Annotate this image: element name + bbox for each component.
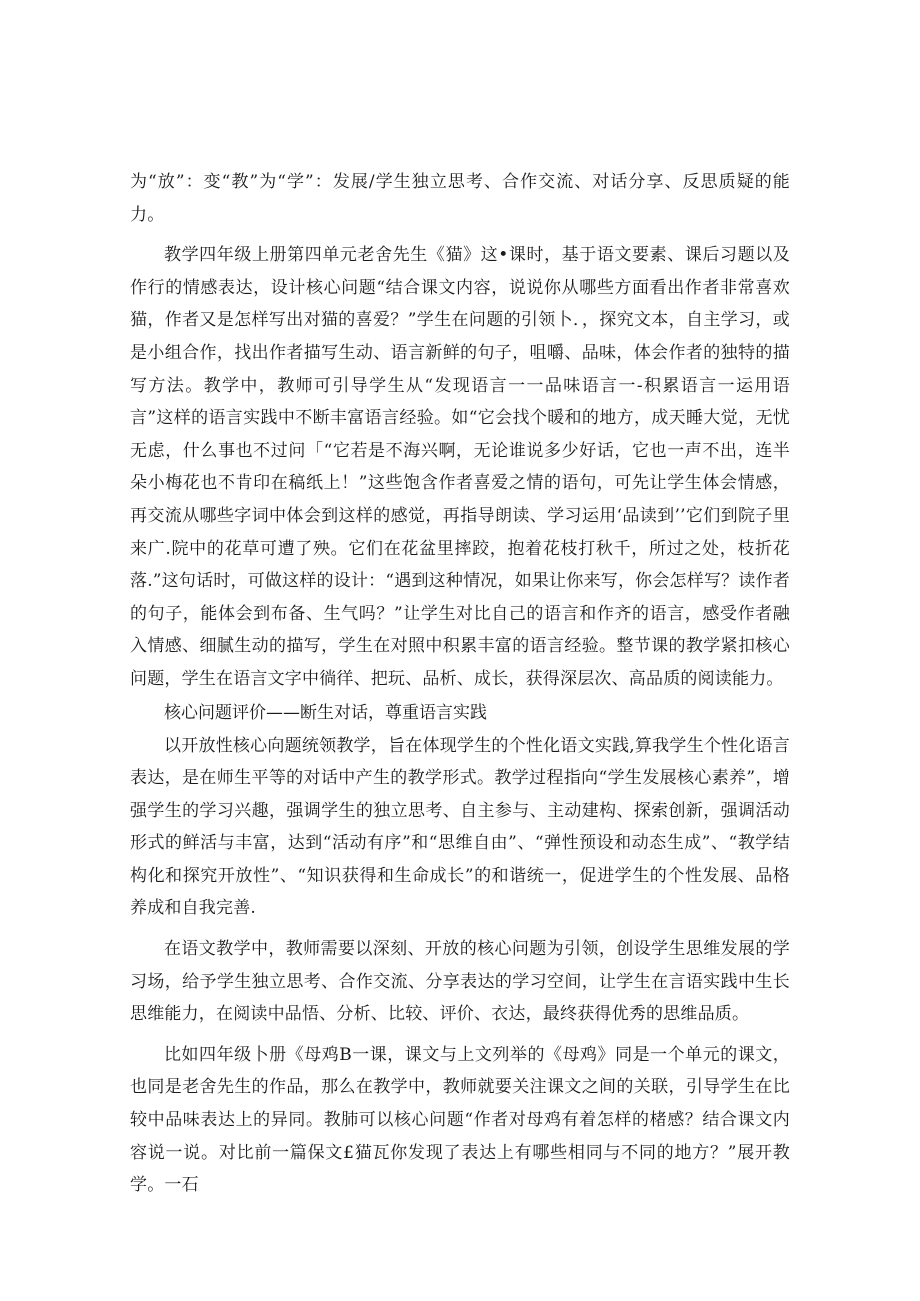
paragraph-chinese-teaching: 在语文教学中，教师需要以深刻、开放的核心问题为引领，创设学生思维发展的学习场，给予学生独立思考、合作交流、分享表达的学习空间，让学生在言语实践中生长思维能力，在阅读中品悟、分析、比较、评价、衣达，最终获得优秀的思维品质。 [130,939,790,1025]
section-heading: 核心问题评价——断生对话，尊重语言实践 [164,702,487,723]
paragraph-open-questions: 以开放性核心向题统领教学，旨在体现学生的个性化语文实践,算我学生个性化语言表达，是在师生平等的对话中产生的教学形式。教学过程指向“学生发展核心素养”，增强学生的学习兴趣，强调学生的独立思考、自主参与、主动建构、探索创新，强调活动形式的鲜活与丰富，达到“活动有序”和“思维自由”、“弹性预设和动态生成”、“教学结构化和探究开放性”、“知识获得和生命成长”的和谐统一，促进学生的个性发展、品格养成和自我完善. [130,735,790,919]
paragraph-hen-lesson: 比如四年级卜册《母鸡B一课，课文与上文列举的《母鸡》同是一个单元的课文，也同是老舍先生的作品，那么在教学中，教师就要关注课文之间的关联，引导学生在比较中品味表达上的异同。教肺可以核心问题“作者对母鸡有着怎样的楮感？结合课文内容说一说。对比前一篇保文£猫瓦你发现了表达上有哪些相同与不同的地方？”展开教学。一石 [130,1044,790,1196]
paragraph-cat-lesson: 教学四年级上册第四单元老舍先生《猫》这•课时，基于语文要素、课后习题以及作行的情感表达，设计核心问题“结合课文内容，说说你从哪些方面看出作者非常喜欢猫，作者又是怎样写出对猫的喜爱？”学生在问题的引领卜．，探究文本，自主学习，或是小组合作，找出作者描写生动、语言新鲜的句子，咀嚼、品味，体会作者的独特的描写方法。教学中，教师可引导学生从“发现语言一一品味语言一-积累语言一运用语言”这样的语言实践中不断丰富语言经验。如“它会找个暖和的地方，成天睡大觉，无忧无虑，什么事也不过问「“它若是不海兴啊，无论谁说多少好话，它也一声不出，连半朵小梅花也不肯印在稿纸上！”这些饱含作者喜爱之情的语句，可先让学生体会情感，再交流从哪些字词中体会到这样的感觉，再指导朗读、学习运用‘品读到’’它们到院子里来广.院中的花草可遭了殃。它们在花盆里摔跤，抱着花枝打秋千，所过之处，枝折花落.”这句话时，可做这样的设计：“遇到这种情况，如果让你来写，你会怎样写？读作者的句子，能体会到布备、生气吗？”让学生对比自己的语言和作齐的语言，感受作者融入情感、细腻生动的描写，学生在对照中积累丰富的语言经验。整节课的教学紧扣核心问题，学生在语言文字中徜徉、把玩、品析、成长，获得深层次、高品质的阅读能力。 [130,245,790,689]
paragraph-continued: 为“放”：变“教”为“学”：发展/学生独立思考、合作交流、对话分享、反思质疑的能力。 [130,172,790,225]
document-page [130,166,790,1210]
